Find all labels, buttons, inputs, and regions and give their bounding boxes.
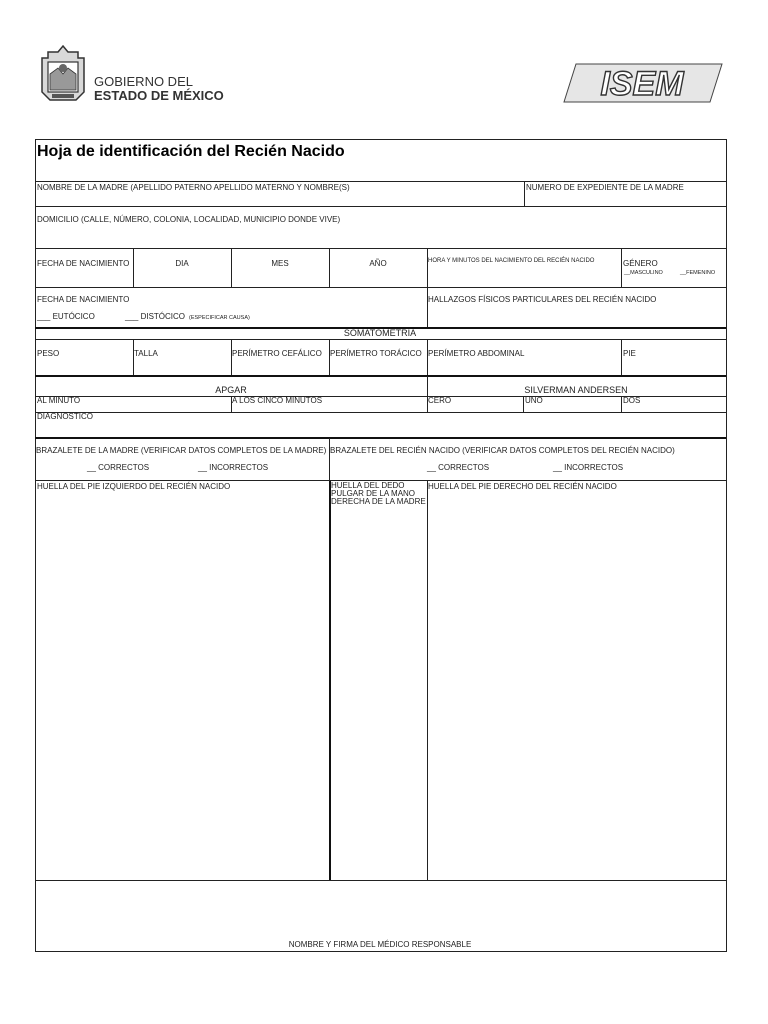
abdominal-circumference-label: PERÍMETRO ABDOMINAL: [428, 349, 525, 358]
physician-signature-label: NOMBRE Y FIRMA DEL MÉDICO RESPONSABLE: [288, 940, 472, 949]
head-circumference-label: PERÍMETRO CEFÁLICO: [232, 349, 322, 358]
foot-label: PIE: [623, 349, 636, 358]
baby-bracelet-incorrect-option[interactable]: __ INCORRECTOS: [553, 463, 624, 472]
eutocic-option[interactable]: ___ EUTÓCICO: [37, 312, 95, 321]
mother-bracelet-correct-option[interactable]: __ CORRECTOS: [87, 463, 150, 472]
apgar-header: APGAR: [215, 385, 247, 395]
diagnosis-label: DIAGNOSTICO: [37, 412, 94, 421]
month-label: MES: [271, 259, 289, 268]
form-title: Hoja de identificación del Recién Nacido: [37, 143, 345, 160]
birth-date-label: FECHA DE NACIMIENTO: [37, 259, 130, 268]
chest-circumference-label: PERÍMETRO TORÁCICO: [330, 349, 422, 358]
left-foot-print-label: HUELLA DEL PIE IZQUIERDO DEL RECIÉN NACIDO: [37, 482, 231, 491]
isem-logo: [562, 62, 724, 104]
birth-type-label: FECHA DE NACIMIENTO: [37, 295, 130, 304]
birth-time-label: HORA Y MINUTOS DEL NACIMIENTO DEL RECIÉN NACIDO: [428, 258, 595, 264]
year-label: AÑO: [369, 259, 387, 268]
baby-bracelet-correct-option[interactable]: __ CORRECTOS: [427, 463, 490, 472]
government-name-line1: GOBIERNO DEL: [94, 74, 193, 89]
mother-bracelet-incorrect-option[interactable]: __ INCORRECTOS: [198, 463, 269, 472]
right-foot-print-label: HUELLA DEL PIE DERECHO DEL RECIÉN NACIDO: [428, 482, 617, 491]
baby-bracelet-label: BRAZALETE DEL RECIÉN NACIDO (VERIFICAR DATOS COMPLETOS DEL RECIÉN NACIDO): [330, 446, 675, 455]
dystocic-option[interactable]: ___ DISTÓCICO: [125, 312, 186, 321]
weight-label: PESO: [37, 349, 60, 358]
silverman-header: SILVERMAN ANDERSEN: [524, 385, 628, 395]
mother-thumb-print-label-line2: PULGAR DE LA MANO: [331, 489, 416, 498]
somatometry-header: SOMATOMETRIA: [343, 328, 417, 338]
address-label: DOMICILIO (CALLE, NÚMERO, COLONIA, LOCALIDAD, MUNICIPIO DONDE VIVE): [37, 215, 341, 224]
mother-file-number-label: NUMERO DE EXPEDIENTE DE LA MADRE: [526, 183, 684, 192]
mother-thumb-print-label-line3: DERECHA DE LA MADRE: [331, 497, 426, 506]
government-seal: [38, 44, 88, 104]
mother-bracelet-label: BRAZALETE DE LA MADRE (VERIFICAR DATOS COMPLETOS DE LA MADRE): [36, 446, 327, 455]
gender-male-option[interactable]: __MASCULINO: [624, 270, 663, 276]
height-label: TALLA: [134, 349, 158, 358]
physical-findings-label: HALLAZGOS FÍSICOS PARTICULARES DEL RECIÉN NACIDO: [428, 295, 657, 304]
mother-thumb-print-label-line1: HUELLA DEL DEDO: [331, 481, 405, 490]
isem-logo-text: ISEM: [600, 65, 684, 103]
silverman-zero-label: CERO: [428, 396, 452, 405]
apgar-five-minutes-label: A LOS CINCO MINUTOS: [232, 396, 323, 405]
gender-female-option[interactable]: __FEMENINO: [680, 270, 716, 276]
gender-label: GÉNERO: [623, 259, 658, 268]
day-label: DIA: [175, 259, 189, 268]
mother-name-label: NOMBRE DE LA MADRE (APELLIDO PATERNO APELLIDO MATERNO Y NOMBRE(S): [37, 183, 350, 192]
silverman-two-label: DOS: [623, 396, 641, 405]
government-name-line2: ESTADO DE MÉXICO: [94, 88, 224, 103]
dystocic-note: (ESPECIFICAR CAUSA): [189, 315, 250, 321]
silverman-one-label: UNO: [525, 396, 543, 405]
apgar-one-minute-label: AL MINUTO: [37, 396, 81, 405]
